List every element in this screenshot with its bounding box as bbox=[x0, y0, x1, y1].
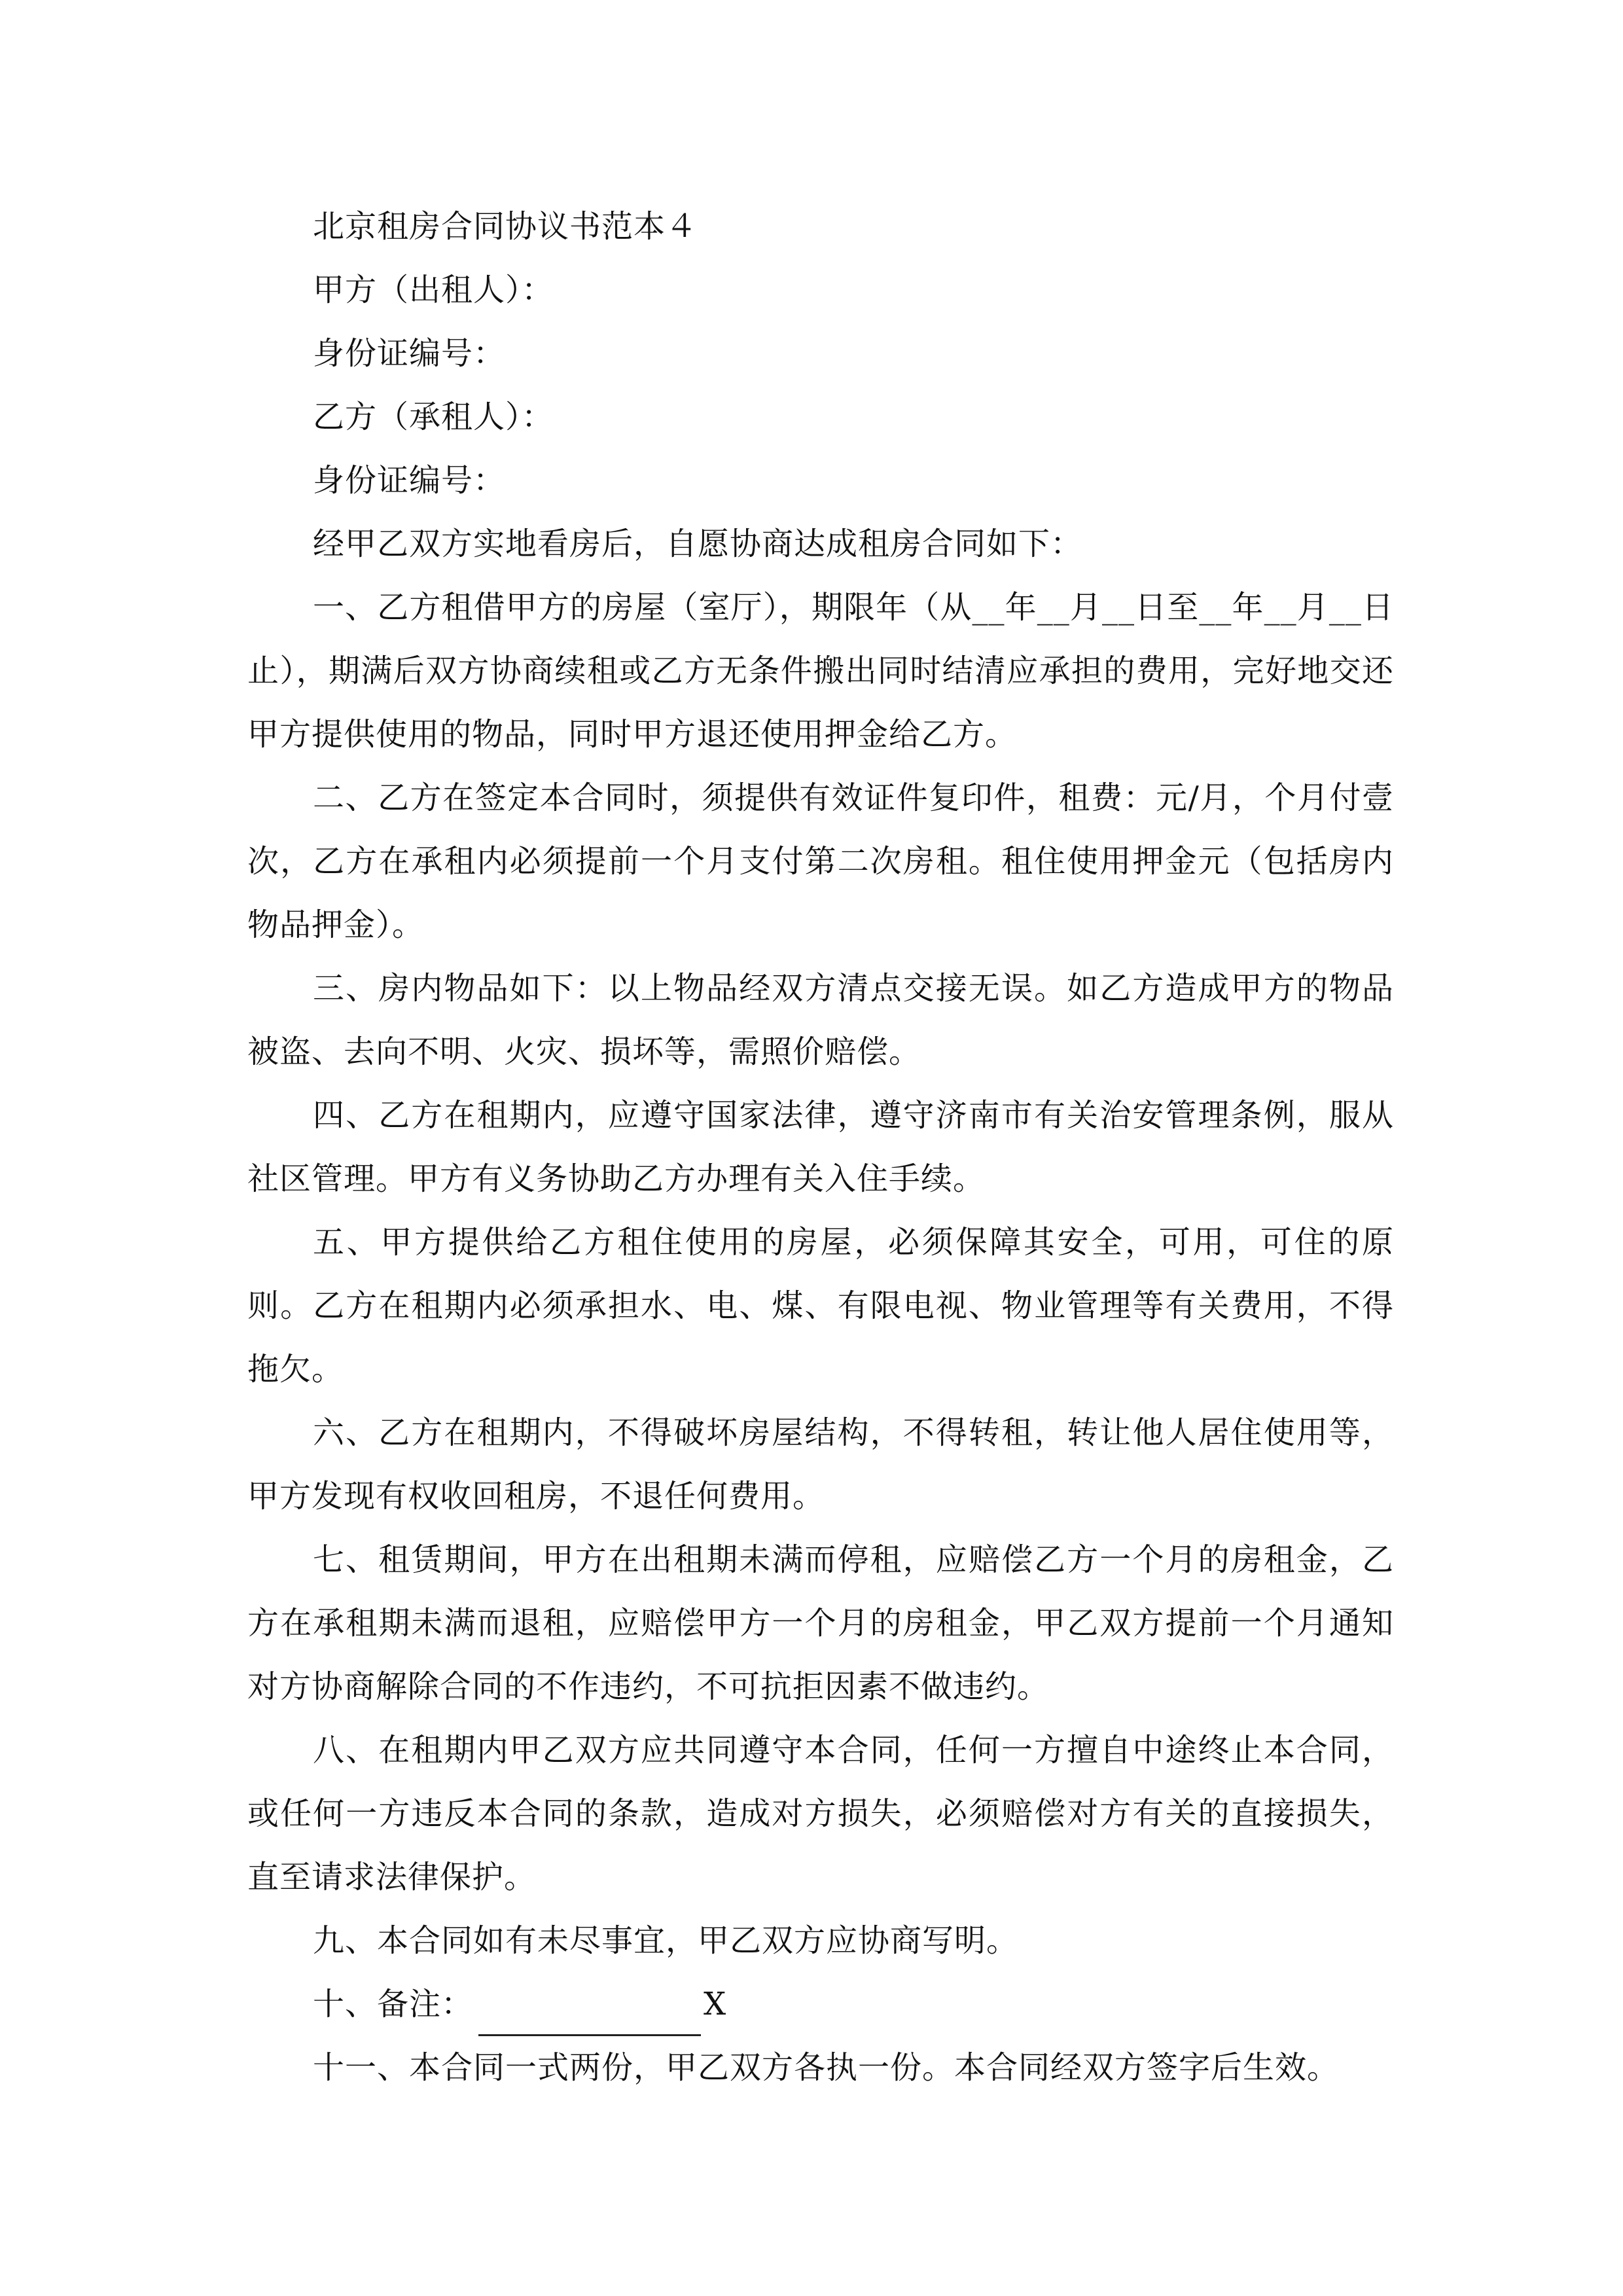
clause-9: 九、本合同如有未尽事宜，甲乙双方应协商写明。 bbox=[313, 1922, 1019, 1959]
remarks-blank-line bbox=[478, 2000, 701, 2036]
party-a-id-line: 身份证编号： bbox=[313, 335, 506, 372]
clause-11: 十一、本合同一式两份，甲乙双方各执一份。本合同经双方签字后生效。 bbox=[313, 2049, 1340, 2086]
document-body bbox=[247, 195, 1394, 2100]
document-title: 北京租房合同协议书范本４ bbox=[313, 208, 698, 245]
clause-5: 五、甲方提供给乙方租住使用的房屋，必须保障其安全，可用，可住的原则。乙方在租期内必须承担水、电、煤、有限电视、物业管理等有关费用，不得拖欠。 bbox=[247, 1224, 1394, 1388]
party-b-id-line: 身份证编号： bbox=[313, 462, 506, 499]
clause-6: 六、乙方在租期内，不得破坏房屋结构，不得转租，转让他人居住使用等，甲方发现有权收回租房，不退任何费用。 bbox=[247, 1414, 1394, 1515]
clause-10-suffix: X bbox=[704, 1986, 727, 2022]
clause-10 bbox=[247, 1973, 1394, 2036]
clause-3: 三、房内物品如下：以上物品经双方清点交接无误。如乙方造成甲方的物品被盗、去向不明、火灾、损坏等，需照价赔偿。 bbox=[247, 970, 1394, 1070]
clause-4: 四、乙方在租期内，应遵守国家法律，遵守济南市有关治安管理条例，服从社区管理。甲方有义务协助乙方办理有关入住手续。 bbox=[247, 1097, 1394, 1197]
intro-paragraph: 经甲乙双方实地看房后，自愿协商达成租房合同如下： bbox=[313, 526, 1083, 562]
clause-10-label: 十、备注： bbox=[313, 1986, 474, 2022]
party-b-line: 乙方（承租人）： bbox=[313, 399, 554, 435]
clause-8: 八、在租期内甲乙双方应共同遵守本合同，任何一方擅自中途终止本合同，或任何一方违反本合同的条款，造成对方损失，必须赔偿对方有关的直接损失，直至请求法律保护。 bbox=[247, 1732, 1394, 1895]
clause-2: 二、乙方在签定本合同时，须提供有效证件复印件，租费：元/月，个月付壹次，乙方在承租内必须提前一个月支付第二次房租。租住使用押金元（包括房内物品押金）。 bbox=[247, 780, 1394, 943]
party-a-line: 甲方（出租人）： bbox=[313, 272, 554, 308]
clause-7: 七、租赁期间，甲方在出租期未满而停租，应赔偿乙方一个月的房租金，乙方在承租期未满而退租，应赔偿甲方一个月的房租金，甲乙双方提前一个月通知对方协商解除合同的不作违约，不可抗拒因素不做违约。 bbox=[247, 1541, 1394, 1705]
clause-1: 一、乙方租借甲方的房屋（室厅），期限年（从__年__月__日至__年__月__日止），期满后双方协商续租或乙方无条件搬出同时结清应承担的费用，完好地交还甲方提供使用的物品，同时甲方退还使用押金给乙方。 bbox=[247, 589, 1394, 753]
